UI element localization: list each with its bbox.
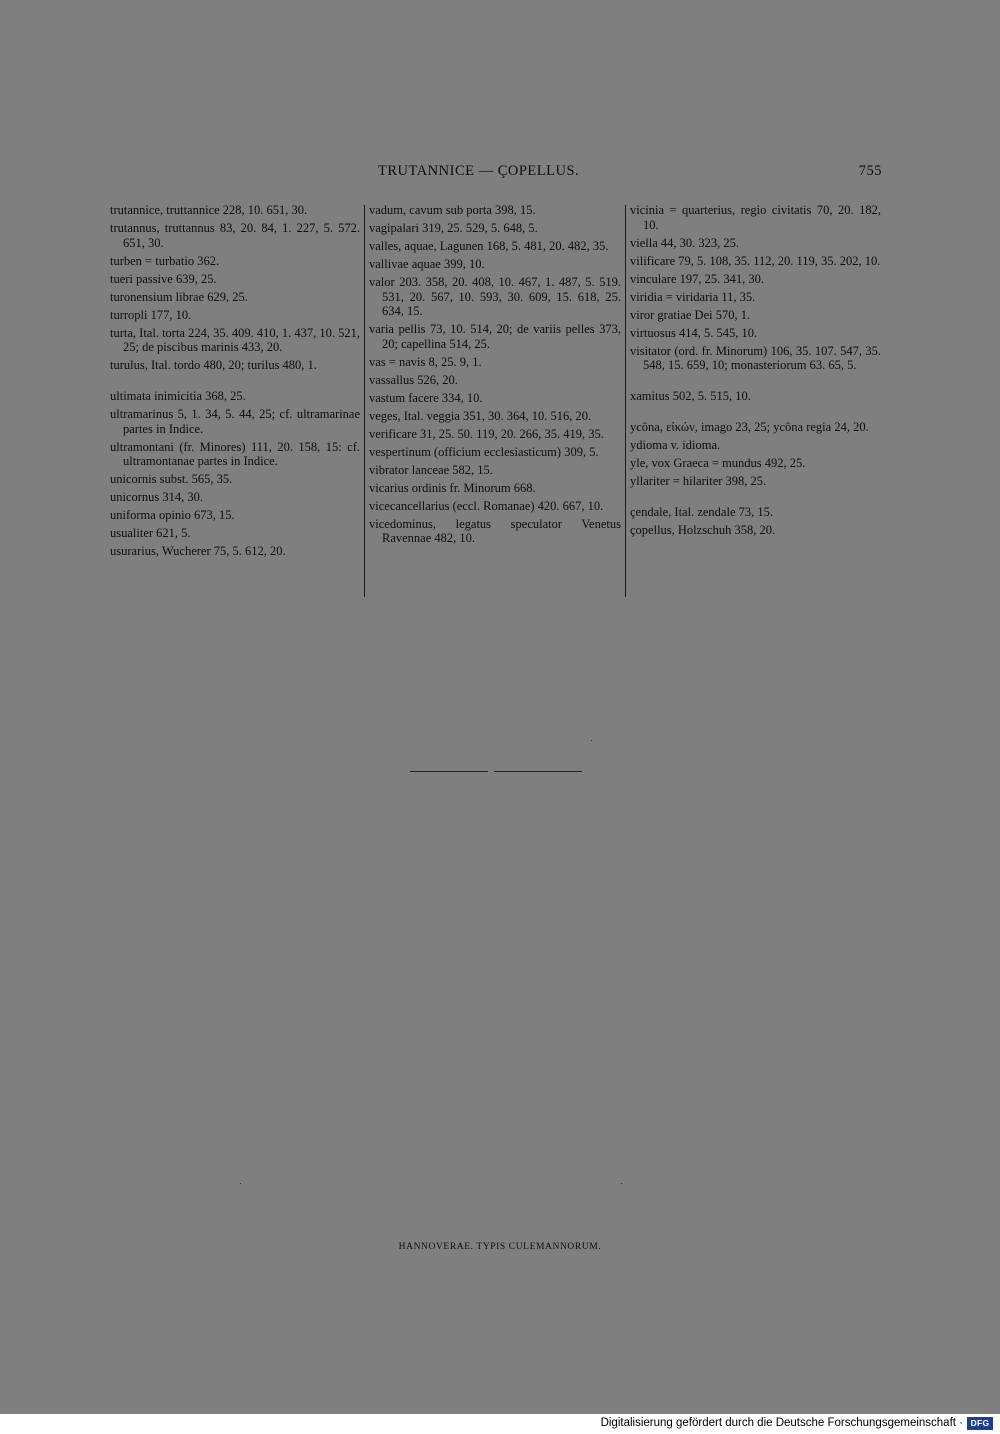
column-divider [625,205,626,597]
index-entry: usualiter 621, 5. [110,526,191,540]
index-entry: çopellus, Holzschuh 358, 20. [630,523,776,537]
index-entry: vibrator lanceae 582, 15. [369,462,493,477]
digitization-footer [0,1414,1000,1434]
index-entry: unicornis subst. 565, 35. [110,472,233,486]
printer-imprint: HANNOVERAE. TYPIS CULEMANNORUM. [398,1242,602,1252]
index-entry: valles, aquae, Lagunen 168, 5. 481, 20. 482, 35. [369,239,609,253]
index-entry: xamitus 502, 5. 515, 10. [630,389,751,403]
index-column-2 [369,203,621,549]
running-title: TRUTANNICE — ÇOPELLUS. [378,163,580,179]
index-entry: turben = turbatio 362. [110,253,220,268]
index-entry: vastum facere 334, 10. [369,390,483,405]
letter-section-gap [630,492,881,505]
index-entry: viella 44, 30. 323, 25. [630,235,740,250]
index-entry: turta, Ital. torta 224, 35. 409. 410, 1. 437, 10. 521, 25; de piscibus marinis 433, 20. [110,325,360,354]
index-entry: viror gratiae Dei 570, 1. [630,307,751,322]
index-entry: trutannice, truttannice 228, 10. 651, 30. [110,203,308,217]
dfg-logo: DFG [967,1417,993,1430]
index-entry: vadum, cavum sub porta 398, 15. [369,203,536,217]
index-entry: vicedominus, legatus speculator Venetus Ravennae 482, 10. [369,516,621,545]
funding-note: Digitalisierung gefördert durch die Deutsche Forschungsgemeinschaft · [600,1417,963,1429]
index-entry: veges, Ital. veggia 351, 30. 364, 10. 516, 20. [369,408,592,423]
index-entry: vagipalari 319, 25. 529, 5. 648, 5. [369,221,538,235]
index-entry: virtuosus 414, 5. 545, 10. [630,325,758,340]
speck [621,1183,622,1184]
letter-section-gap [630,376,881,389]
column-divider [364,205,365,597]
index-entry: vas = navis 8, 25. 9, 1. [369,354,482,369]
index-entry: yle, vox Graeca = mundus 492, 25. [630,456,806,470]
index-entry: ycôna, εἰκών, imago 23, 25; ycôna regia 24, 20. [630,420,869,434]
index-entry: ydioma v. idioma. [630,438,721,452]
index-entry: trutannus, truttannus 83, 20. 84, 1. 227, 5. 572. 651, 30. [110,221,360,250]
index-entry: viridia = viridaria 11, 35. [630,289,756,304]
letter-section-gap [630,407,881,420]
index-entry: tueri passive 639, 25. [110,271,217,286]
index-entry: usurarius, Wucherer 75, 5. 612, 20. [110,544,286,558]
index-entry: vassallus 526, 20. [369,372,458,387]
index-entry: vicecancellarius (eccl. Romanae) 420. 667, 10. [369,498,604,513]
end-rule [494,771,582,772]
index-entry: çendale, Ital. zendale 73, 15. [630,505,773,519]
index-entry: uniforma opinio 673, 15. [110,508,235,522]
index-entry: vallivae aquae 399, 10. [369,257,485,271]
index-entry: valor 203. 358, 20. 408, 10. 467, 1. 487, 5. 519. 531, 20. 567, 10. 593, 30. 609, 15. 618, 25. 634, 15. [369,275,621,318]
index-entry: ultimata inimicitia 368, 25. [110,389,246,403]
index-entry: ultramontani (fr. Minores) 111, 20. 158, 15: cf. ultramontanae partes in Indice. [110,439,360,468]
index-column-3 [630,203,881,541]
index-entry: turulus, Ital. tordo 480, 20; turilus 480, 1. [110,358,317,372]
index-entry: turropli 177, 10. [110,307,192,322]
letter-section-gap [110,376,360,389]
index-column-1 [110,203,360,562]
page-number: 755 [858,163,882,179]
index-entry: vespertinum (officium ecclesiasticum) 309, 5. [369,444,599,459]
end-rule [410,771,488,772]
speck [240,1183,241,1184]
index-entry: visitator (ord. fr. Minorum) 106, 35. 107. 547, 35. 548, 15. 659, 10; monasteriorum 63. 65, 5. [630,343,881,372]
index-entry: vicinia = quarterius, regio civitatis 70, 20. 182, 10. [630,203,881,232]
index-entry: yllariter = hilariter 398, 25. [630,474,767,488]
index-entry: unicornus 314, 30. [110,490,204,504]
index-entry: vicarius ordinis fr. Minorum 668. [369,480,536,495]
index-entry: turonensium librae 629, 25. [110,289,248,304]
index-entry: vilificare 79, 5. 108, 35. 112, 20. 119, 35. 202, 10. [630,253,881,268]
speck [591,740,592,741]
index-entry: varia pellis 73, 10. 514, 20; de variis pelles 373, 20; capellina 514, 25. [369,322,621,351]
index-entry: ultramarinus 5, 1. 34, 5. 44, 25; cf. ultramarinae partes in Indice. [110,407,360,436]
index-entry: verificare 31, 25. 50. 119, 20. 266, 35. 419, 35. [369,426,604,441]
index-entry: vinculare 197, 25. 341, 30. [630,271,765,286]
